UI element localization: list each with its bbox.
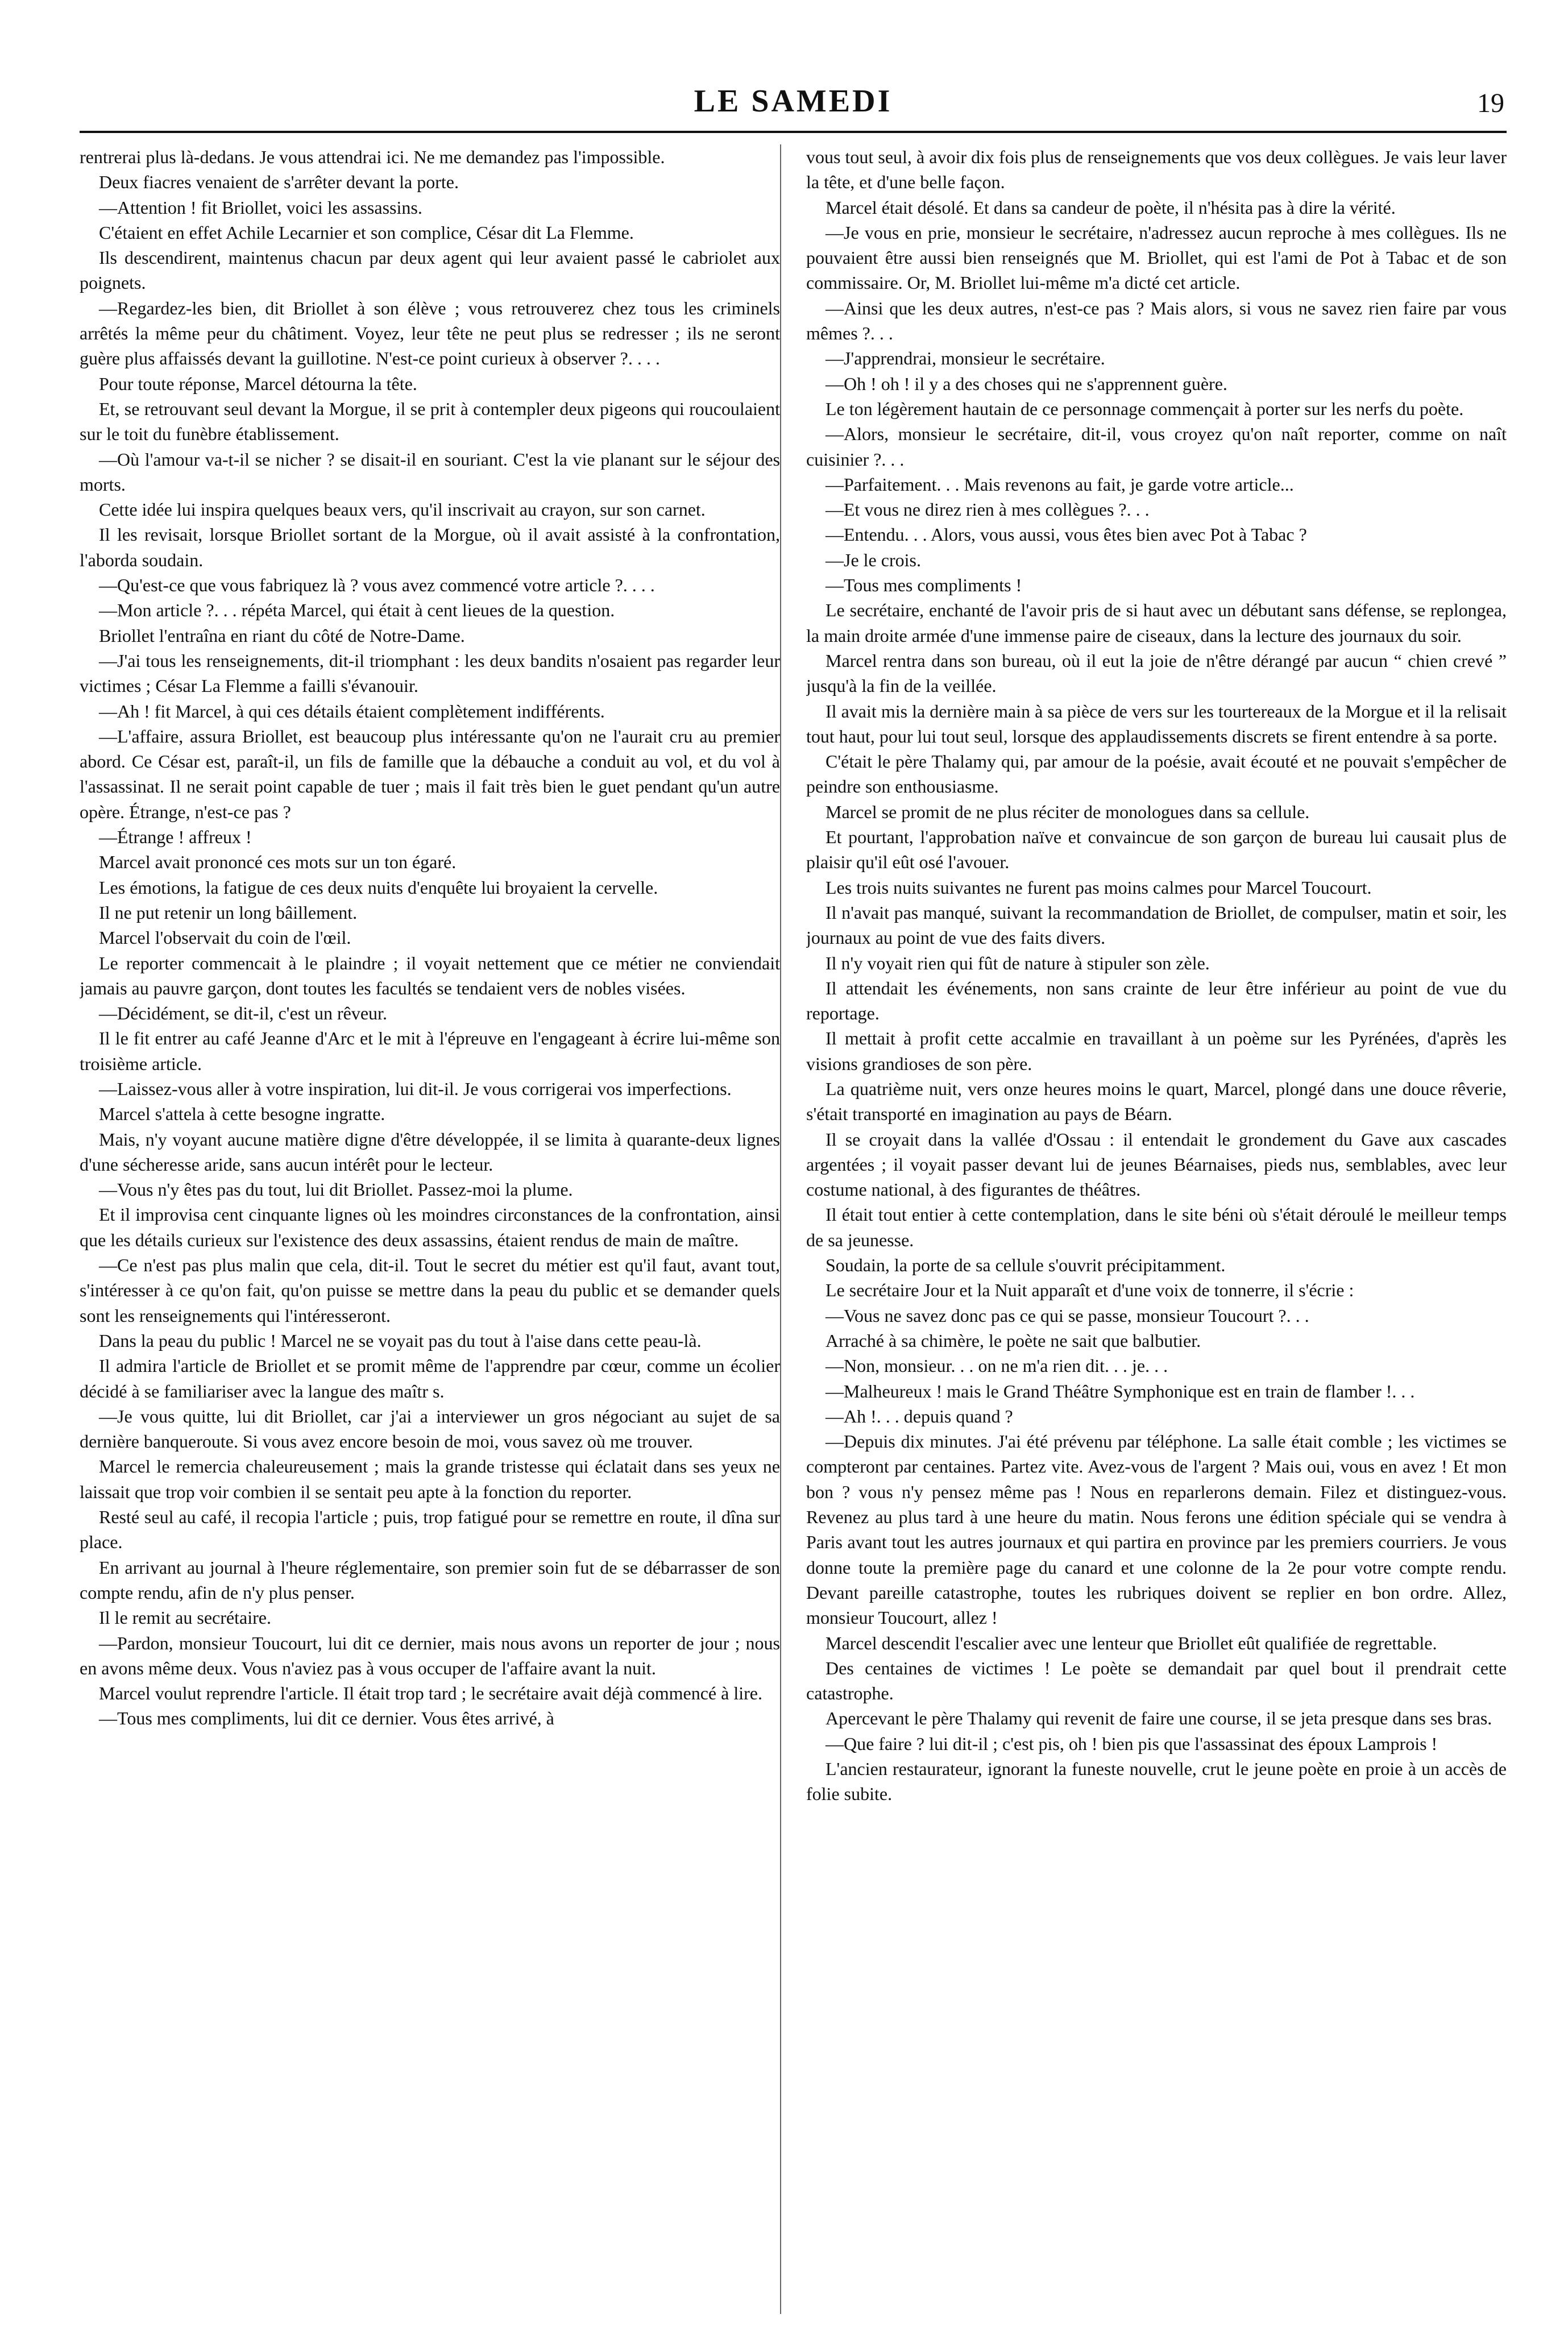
paragraph: Marcel avait prononcé ces mots sur un ton égaré.: [99, 852, 457, 873]
paragraph: —Vous ne savez donc pas ce qui se passe, monsieur Toucourt ?. . .: [826, 1305, 1309, 1326]
paragraph: Marcel s'attela à cette besogne ingratte.: [99, 1104, 385, 1125]
paragraph: Apercevant le père Thalamy qui revenit de faire une course, il se jeta presque dans ses bras.: [826, 1708, 1492, 1729]
paragraph: —Ah ! fit Marcel, à qui ces détails étaient complètement indifférents.: [99, 700, 605, 721]
paragraph: —Regardez-les bien, dit Briollet à son élève ; vous retrouverez chez tous les criminels arrêtés la même peur du châtiment. Voyez, leur tête ne peut plus se redresser ; ils ne seront guère plus affaissés devant la guillotine. N'est-ce point curieux à observer ?. . . .: [80, 297, 780, 369]
paragraph: Soudain, la porte de sa cellule s'ouvrit précipitamment.: [826, 1255, 1226, 1276]
paragraph: Les émotions, la fatigue de ces deux nuits d'enquête lui broyaient la cervelle.: [99, 877, 658, 898]
paragraph: Et, se retrouvant seul devant la Morgue, il se prit à contempler deux pigeons qui roucoulaient sur le toit du funèbre établissement.: [80, 398, 780, 445]
page-number: 19: [1477, 88, 1504, 118]
paragraph: C'étaient en effet Achile Lecarnier et son complice, César dit La Flemme.: [99, 222, 634, 243]
paragraph: Marcel l'observait du coin de l'œil.: [99, 927, 351, 948]
paragraph: Il les revisait, lorsque Briollet sortant de la Morgue, où il avait assisté à la confrontation, l'aborda soudain.: [80, 524, 780, 570]
paragraph: —Depuis dix minutes. J'ai été prévenu par téléphone. La salle était comble ; les victimes se compteront par centaines. Partez vite. Avez-vous de l'argent ? Mais oui, vous en avez ! Et mon bon ? vous n'y pensez même pas ! Nous en reparlerons demain. Filez et distinguez-vous. Revenez au plus tard à une heure du matin. Nous ferons une édition spéciale qui se vendra à Paris avant tout les autres journaux et qui partira en province par les premiers courriers. Je vous donne toute la première page du canard et une colonne de la 2e pour votre compte rendu. Devant pareille catastrophe, toutes les rubriques doivent se replier en bon ordre. Allez, monsieur Toucourt, allez !: [806, 1431, 1507, 1628]
paragraph: Marcel voulut reprendre l'article. Il était trop tard ; le secrétaire avait déjà commencé à lire.: [99, 1683, 762, 1704]
paragraph: —Ce n'est pas plus malin que cela, dit-il. Tout le secret du métier est qu'il faut, avant tout, s'intéresser à ce qu'on fait, qu'on puisse se mettre dans la peau du public et se demander quels sont les renseignements qui l'intéresseront.: [80, 1255, 780, 1326]
paragraph: Il se croyait dans la vallée d'Ossau : il entendait le grondement du Gave aux cascades argentées ; il voyait passer devant lui de jeunes Béarnaises, pieds nus, semblables, avec leur costume national, à des figurantes de théâtres.: [806, 1129, 1507, 1200]
paragraph: —Qu'est-ce que vous fabriquez là ? vous avez commencé votre article ?. . . .: [99, 575, 655, 596]
paragraph: Et pourtant, l'approbation naïve et convaincue de son garçon de bureau lui causait plus de plaisir qu'il eût osé l'avouer.: [806, 827, 1507, 873]
paragraph: Marcel se promit de ne plus réciter de monologues dans sa cellule.: [826, 801, 1310, 822]
paragraph: Les trois nuits suivantes ne furent pas moins calmes pour Marcel Toucourt.: [826, 877, 1372, 898]
paragraph: L'ancien restaurateur, ignorant la funeste nouvelle, crut le jeune poète en proie à un accès de folie subite.: [806, 1759, 1507, 1805]
paragraph: —Où l'amour va-t-il se nicher ? se disait-il en souriant. C'est la vie planant sur le séjour des morts.: [80, 449, 780, 495]
paragraph: C'était le père Thalamy qui, par amour de la poésie, avait écouté et ne pouvait s'empêcher de peindre son enthousiasme.: [806, 751, 1507, 797]
paragraph: —Malheureux ! mais le Grand Théâtre Symphonique est en train de flamber !. . .: [826, 1380, 1415, 1401]
newspaper-page: [80, 63, 1507, 2314]
paragraph: —Décidément, se dit-il, c'est un rêveur.: [99, 1003, 387, 1024]
paragraph: —Ainsi que les deux autres, n'est-ce pas ? Mais alors, si vous ne savez rien faire par vous mêmes ?. . .: [806, 297, 1507, 344]
paragraph: rentrerai plus là-dedans. Je vous attendrai ici. Ne me demandez pas l'impossible.: [80, 147, 665, 167]
paragraph: —Je vous en prie, monsieur le secrétaire, n'adressez aucun reproche à mes collègues. Ils ne pouvaient être aussi bien renseignés que M. Briollet, qui est l'ami de Pot à Tabac et de son commissaire. Or, M. Briollet lui-même m'a dicté cet article.: [806, 222, 1507, 293]
paragraph: Le secrétaire, enchanté de l'avoir pris de si haut avec un débutant sans défense, se replongea, la main droite armée d'une immense paire de ciseaux, dans la lecture des journaux du soir.: [806, 600, 1507, 646]
paragraph: Ils descendirent, maintenus chacun par deux agent qui leur avaient passé le cabriolet aux poignets.: [80, 247, 780, 293]
paragraph: Le reporter commencait à le plaindre ; il voyait nettement que ce métier ne conviendait jamais au pauvre garçon, dont toutes les facultés se tendaient vers de nobles visées.: [80, 952, 780, 998]
paragraph: —Je vous quitte, lui dit Briollet, car j'ai a interviewer un gros négociant au sujet de sa dernière banqueroute. Si vous avez encore besoin de moi, vous savez où me trouver.: [80, 1405, 780, 1452]
paragraph: —Attention ! fit Briollet, voici les assassins.: [99, 197, 422, 218]
paragraph: Arraché à sa chimère, le poète ne sait que balbutier.: [826, 1330, 1201, 1351]
paragraph: —Pardon, monsieur Toucourt, lui dit ce dernier, mais nous avons un reporter de jour ; nous en avons même deux. Vous n'aviez pas à vous occuper de l'affaire avant la nuit.: [80, 1632, 780, 1678]
paragraph: Il était tout entier à cette contemplation, dans le site béni où s'était déroulé le meilleur temps de sa jeunesse.: [806, 1204, 1507, 1250]
paragraph: —Ah !. . . depuis quand ?: [826, 1405, 1013, 1426]
article-columns: [80, 144, 1507, 2314]
paragraph: —Je le crois.: [826, 549, 921, 570]
paragraph: —Mon article ?. . . répéta Marcel, qui était à cent lieues de la question.: [99, 600, 615, 621]
left-column: [80, 144, 780, 2314]
paragraph: Il ne put retenir un long bâillement.: [99, 902, 358, 923]
paragraph: Il avait mis la dernière main à sa pièce de vers sur les tourtereaux de la Morgue et il la relisait tout haut, pour lui tout seul, lorsque des applaudissements discrets se firent entendre à sa porte.: [806, 700, 1507, 747]
paragraph: —Tous mes compliments, lui dit ce dernier. Vous êtes arrivé, à: [99, 1708, 554, 1729]
paragraph: Briollet l'entraîna en riant du côté de Notre-Dame.: [99, 625, 465, 646]
paragraph: Marcel descendit l'escalier avec une lenteur que Briollet eût qualifiée de regrettable.: [826, 1632, 1437, 1653]
right-column: [806, 144, 1507, 2314]
paragraph: Il le fit entrer au café Jeanne d'Arc et le mit à l'épreuve en l'engageant à écrire lui-même son troisième article.: [80, 1028, 780, 1074]
paragraph: Le ton légèrement hautain de ce personnage commençait à porter sur les nerfs du poète.: [826, 398, 1464, 419]
paragraph: —Et vous ne direz rien à mes collègues ?. . .: [826, 499, 1150, 520]
page-header: [80, 63, 1507, 133]
paragraph: Dans la peau du public ! Marcel ne se voyait pas du tout à l'aise dans cette peau-là.: [99, 1330, 702, 1351]
paragraph: Il le remit au secrétaire.: [99, 1607, 271, 1628]
paragraph: Marcel rentra dans son bureau, où il eut la joie de n'être dérangé par aucun “ chien crevé ” jusqu'à la fin de la veillée.: [806, 650, 1507, 696]
paragraph: Il n'avait pas manqué, suivant la recommandation de Briollet, de compulser, matin et soir, les journaux au point de vue des faits divers.: [806, 902, 1507, 948]
paragraph: —Oh ! oh ! il y a des choses qui ne s'apprennent guère.: [826, 373, 1227, 394]
paragraph: Des centaines de victimes ! Le poète se demandait par quel bout il prendrait cette catastrophe.: [806, 1657, 1507, 1704]
paragraph: —J'ai tous les renseignements, dit-il triomphant : les deux bandits n'osaient pas regarder leur victimes ; César La Flemme a failli s'évanouir.: [80, 650, 780, 696]
paragraph: Mais, n'y voyant aucune matière digne d'être développée, il se limita à quarante-deux lignes d'une sécheresse aride, sans aucun intérêt pour le lecteur.: [80, 1129, 780, 1175]
paragraph: Marcel le remercia chaleureusement ; mais la grande tristesse qui éclatait dans ses yeux ne laissait que trop voir combien il se sentait peu apte à la fonction du reporter.: [80, 1456, 780, 1502]
paragraph: Le secrétaire Jour et la Nuit apparaît et d'une voix de tonnerre, il s'écrie :: [826, 1280, 1354, 1301]
paragraph: En arrivant au journal à l'heure réglementaire, son premier soin fut de se débarrasser de son compte rendu, afin de n'y plus penser.: [80, 1557, 780, 1603]
paragraph: —Tous mes compliments !: [826, 575, 1022, 596]
paragraph: —Parfaitement. . . Mais revenons au fait, je garde votre article...: [826, 474, 1294, 495]
paragraph: Et il improvisa cent cinquante lignes où les moindres circonstances de la confrontation, ainsi que les détails curieux sur l'existence des deux assassins, étaient rendus de main de maître.: [80, 1204, 780, 1250]
paragraph: —Étrange ! affreux !: [99, 827, 252, 848]
paragraph: Marcel était désolé. Et dans sa candeur de poète, il n'hésita pas à dire la vérité.: [826, 197, 1396, 218]
paragraph: La quatrième nuit, vers onze heures moins le quart, Marcel, plongé dans une douce rêverie, s'était transporté en imagination au pays de Béarn.: [806, 1078, 1507, 1125]
paragraph: Deux fiacres venaient de s'arrêter devant la porte.: [99, 172, 459, 193]
publication-title: LE SAMEDI: [694, 84, 893, 119]
paragraph: Pour toute réponse, Marcel détourna la tête.: [99, 373, 417, 394]
paragraph: —Que faire ? lui dit-il ; c'est pis, oh ! bien pis que l'assassinat des époux Lamprois !: [826, 1733, 1438, 1754]
paragraph: Il n'y voyait rien qui fût de nature à stipuler son zèle.: [826, 952, 1210, 973]
paragraph: —Entendu. . . Alors, vous aussi, vous êtes bien avec Pot à Tabac ?: [826, 524, 1307, 545]
paragraph: —Laissez-vous aller à votre inspiration, lui dit-il. Je vous corrigerai vos imperfections.: [99, 1078, 732, 1099]
paragraph: —Alors, monsieur le secrétaire, dit-il, vous croyez qu'on naît reporter, comme on naît cuisinier ?. . .: [806, 424, 1507, 470]
paragraph: —J'apprendrai, monsieur le secrétaire.: [826, 348, 1105, 369]
paragraph: Il attendait les événements, non sans crainte de leur être inférieur au point de vue du reportage.: [806, 977, 1507, 1024]
paragraph: vous tout seul, à avoir dix fois plus de renseignements que vos deux collègues. Je vais leur laver la tête, et d'une belle façon.: [806, 147, 1507, 193]
paragraph: —L'affaire, assura Briollet, est beaucoup plus intéressante qu'on ne l'aurait cru au premier abord. Ce César est, paraît-il, un fils de famille que la débauche a conduit au vol, et du vol à l'assassinat. Il ne serait point capable de tuer ; mais il fait très bien le guet pendant qu'un autre opère. Étrange, n'est-ce pas ?: [80, 725, 780, 822]
paragraph: —Vous n'y êtes pas du tout, lui dit Briollet. Passez-moi la plume.: [99, 1179, 573, 1200]
paragraph: Resté seul au café, il recopia l'article ; puis, trop fatigué pour se remettre en route, il dîna sur place.: [80, 1507, 780, 1553]
paragraph: Cette idée lui inspira quelques beaux vers, qu'il inscrivait au crayon, sur son carnet.: [99, 499, 706, 520]
paragraph: —Non, monsieur. . . on ne m'a rien dit. . . je. . .: [826, 1355, 1168, 1376]
paragraph: Il mettait à profit cette accalmie en travaillant à un poème sur les Pyrénées, d'après les visions grandioses de son père.: [806, 1028, 1507, 1074]
paragraph: Il admira l'article de Briollet et se promit même de l'apprendre par cœur, comme un écolier décidé à se familiariser avec la langue des maîtr s.: [80, 1355, 780, 1401]
